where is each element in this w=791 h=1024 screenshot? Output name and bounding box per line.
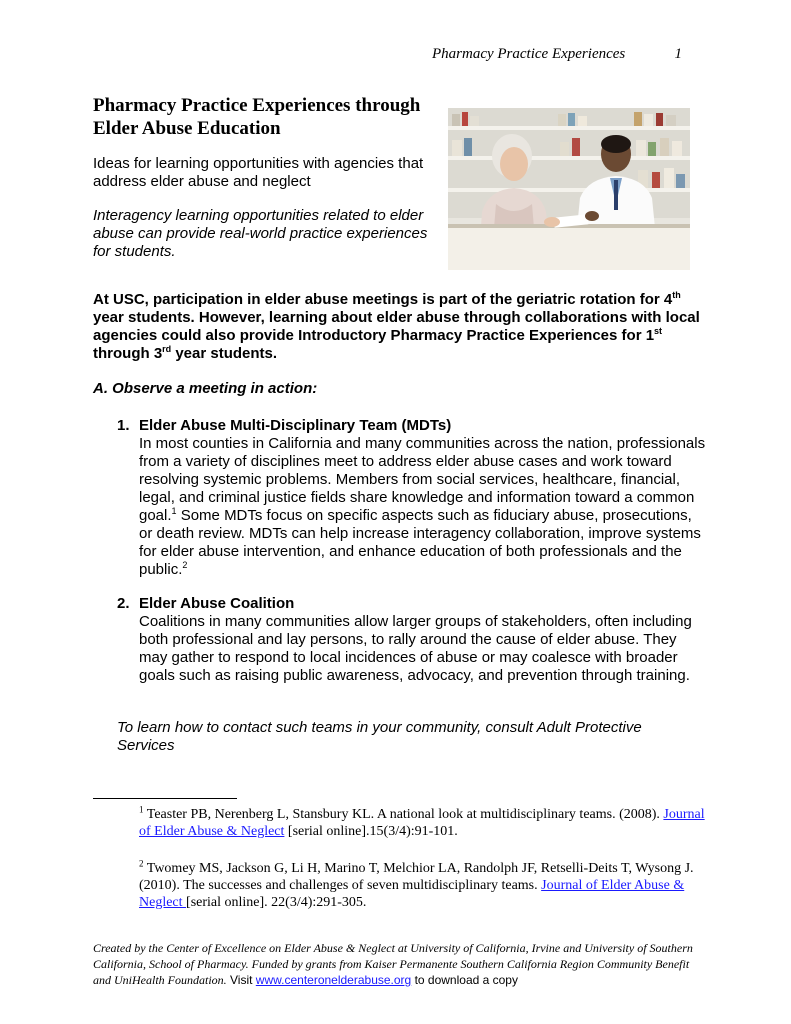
footnote-text-a: Teaster PB, Nerenberg L, Stansbury KL. A national look at multidisciplinary teams. (2008). (143, 807, 664, 822)
footnote-divider (93, 798, 237, 799)
document-title: Pharmacy Practice Experiences through Elder Abuse Education (93, 95, 421, 139)
usc-participation-paragraph (93, 291, 703, 363)
journal-link[interactable]: Journal of Elder Abuse & Neglect (139, 878, 685, 910)
bold-para-part-1: At USC, participation in elder abuse meetings is part of the geriatric rotation for 4 (93, 291, 673, 308)
pharmacist-with-elderly-customer-image (448, 108, 690, 270)
footnote-text-b: [serial online]. 22(3/4):291-305. (186, 895, 367, 910)
footnote-ref-2[interactable]: 2 (182, 560, 188, 570)
intro-text: Ideas for learning opportunities with agencies that address elder abuse and neglect (93, 155, 424, 190)
pharmacy-photo (448, 108, 690, 270)
sup-rd: rd (162, 344, 172, 354)
footnote-text-a: Twomey MS, Jackson G, Li H, Marino T, Melchior LA, Randolph JF, Retselli-Deits T, Wysong J. (2010). The successes and challenges of seven multidisciplinary teams. (139, 861, 694, 893)
item-body-part-b: Some MDTs focus on specific aspects such as fiduciary abuse, prosecutions, or death review. MDTs can help increase interagency collaboration, improve systems for elder abuse intervention, and enhance education of both professionals and the public. (139, 507, 701, 578)
footnote-text-b: [serial online].15(3/4):91-101. (284, 824, 458, 839)
page-number: 1 (674, 46, 682, 62)
item-body-part-a: In most counties in California and many communities across the nation, professionals from a variety of disciplines meet to address elder abuse cases and work toward resolving systemic problems. Members from social services, healthcare, financial, legal, and criminal justice fields share knowledge and information toward a common goal. (139, 435, 706, 524)
bold-para-part-2: year students. However, learning about elder abuse through collaborations with local agencies could also provide Introductory Pharmacy Practice Experiences for 1 (93, 309, 700, 344)
contact-note: To learn how to contact such teams in your community, consult Adult Protective Services (117, 719, 642, 754)
footnote-2 (139, 860, 709, 911)
footer-tail: to download a copy (411, 973, 518, 987)
list-item-coalition (117, 595, 707, 685)
list-item-mdt (117, 417, 707, 579)
footer-credit: Created by the Center of Excellence on Elder Abuse & Neglect at University of California, Irvine and University of Southern California, School of Pharmacy. Funded by grants from Kaiser Permanente Southern California Region Community Benefit and UniHealth Foundation. (93, 941, 693, 987)
footnote-marker: 1 (139, 804, 144, 815)
footer-visit: Visit (226, 973, 256, 987)
page-footer (93, 940, 703, 988)
journal-link[interactable]: Journal of Elder Abuse & Neglect (139, 807, 705, 839)
bold-para-part-4: year students. (171, 345, 278, 362)
footnote-1 (139, 806, 709, 840)
sup-th: th (672, 290, 681, 300)
intro-italic-text: Interagency learning opportunities related to elder abuse can provide real-world practice experiences for students. (93, 207, 428, 260)
item-body (139, 435, 707, 579)
section-a-heading: A. Observe a meeting in action: (93, 380, 318, 397)
item-heading: Elder Abuse Coalition (139, 595, 295, 612)
footnote-marker: 2 (139, 858, 144, 869)
running-header (432, 46, 682, 63)
website-link[interactable]: www.centeronelderabuse.org (255, 973, 412, 987)
sup-st: st (654, 326, 663, 336)
bold-para-part-3: through 3 (93, 345, 163, 362)
running-title: Pharmacy Practice Experiences (432, 46, 626, 62)
item-number: 2. (117, 595, 130, 612)
item-number: 1. (117, 417, 130, 434)
footnote-ref-1[interactable]: 1 (171, 506, 177, 516)
item-heading: Elder Abuse Multi-Disciplinary Team (MDTs) (139, 417, 452, 434)
item-body: Coalitions in many communities allow larger groups of stakeholders, often including both professional and lay persons, to rally around the cause of elder abuse. They may gather to respond to local incidences of abuse or may coalesce with broader goals such as raising public awareness, advocacy, and prevention through training. (139, 613, 692, 684)
